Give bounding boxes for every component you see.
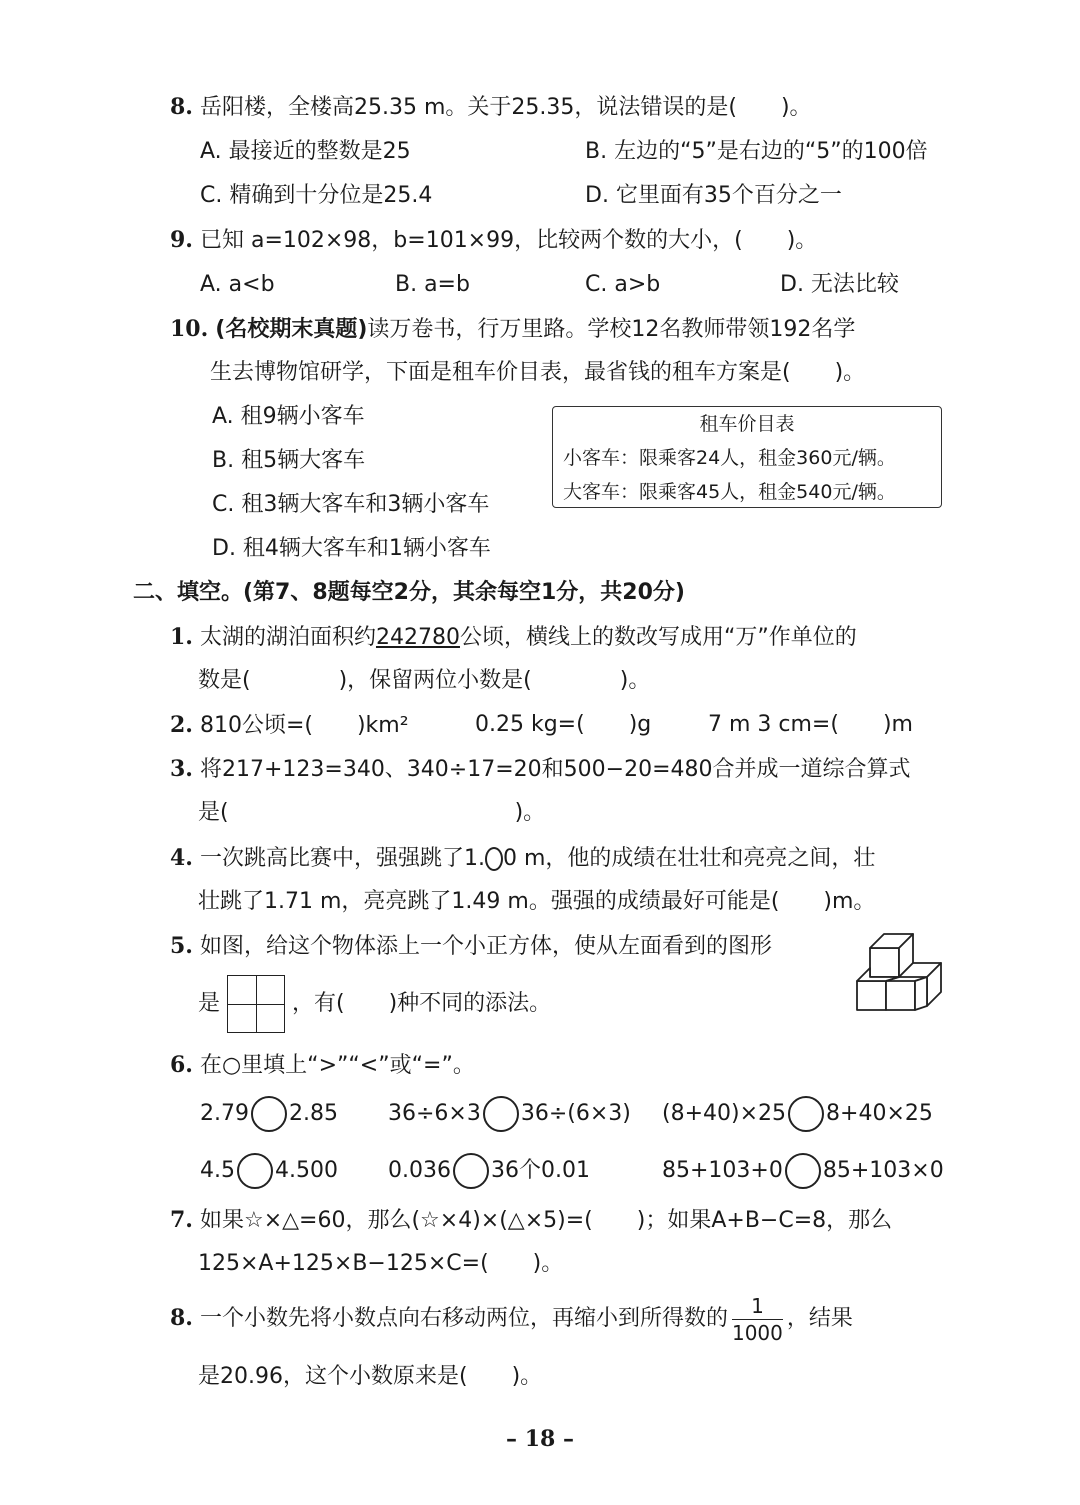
f6-line <box>170 1050 475 1081</box>
f4-line1 <box>170 843 875 874</box>
f6-r2-1-left: 4.5 <box>200 1158 235 1183</box>
q8-option-b: B. 左边的“5”是右边的“5”的100倍 <box>585 139 928 164</box>
f5-pre2: 是 <box>198 991 221 1016</box>
f3-line2: 是( )。 <box>198 800 546 825</box>
f6-number: 6. <box>170 1052 193 1078</box>
f6-r1-2-left: 36÷6×3 <box>388 1101 481 1126</box>
f6-item-r1-2 <box>388 1094 631 1134</box>
q10-option-a: A. 租9辆小客车 <box>212 404 365 429</box>
compare-circle[interactable] <box>788 1096 824 1132</box>
f1-pre: 太湖的湖泊面积约 <box>199 625 376 650</box>
q8-stem-line <box>170 92 812 123</box>
f6-r1-2-right: 36÷(6×3) <box>520 1101 631 1126</box>
f5-post2: ，有( )种不同的添法。 <box>292 991 552 1016</box>
f8-line2: 是20.96，这个小数原来是( )。 <box>198 1364 543 1389</box>
q9-option-a: A. a<b <box>200 272 275 297</box>
f8-post: ，结果 <box>786 1306 853 1331</box>
f2-c: 7 m 3 cm=( )m <box>708 712 913 737</box>
q9-option-b: B. a=b <box>395 272 470 297</box>
f4-post: 0 m，他的成绩在壮壮和亮亮之间，壮 <box>502 846 876 871</box>
f3-line1 <box>170 754 911 785</box>
f1-line1 <box>170 622 857 653</box>
f2-number: 2. <box>170 712 193 738</box>
f1-line2: 数是( )，保留两位小数是( )。 <box>198 668 651 693</box>
f6-r1-3-right: 8+40×25 <box>826 1101 933 1126</box>
f6-item-r2-3 <box>662 1151 944 1191</box>
q10-number: 10. <box>170 316 209 342</box>
q10-stem1: 读万卷书，行万里路。学校12名教师带领192名学 <box>367 317 856 342</box>
f3-text1: 将217+123=340、340÷17=20和500−20=480合并成一道综合算式 <box>199 757 911 782</box>
page-number: – 18 – <box>506 1426 574 1452</box>
f6-item-r2-1 <box>200 1151 338 1191</box>
price-table <box>552 406 942 508</box>
q10-option-b: B. 租5辆大客车 <box>212 448 366 473</box>
section2-title: 二、填空。(第7、8题每空2分，其余每空1分，共20分) <box>133 580 685 605</box>
f5-number: 5. <box>170 933 193 959</box>
compare-circle[interactable] <box>251 1096 287 1132</box>
f7-line1 <box>170 1205 892 1236</box>
f6-item-r2-2 <box>388 1151 590 1191</box>
f7-text1: 如果☆×△=60，那么(☆×4)×(△×5)=( )；如果A+B−C=8，那么 <box>199 1208 893 1233</box>
fraction-numerator: 1 <box>732 1293 783 1320</box>
f2-b: 0.25 kg=( )g <box>475 712 652 737</box>
q8-option-a: A. 最接近的整数是25 <box>200 139 411 164</box>
f8-number: 8. <box>170 1305 193 1331</box>
f5-line1 <box>170 931 772 962</box>
f4-pre: 一次跳高比赛中，强强跳了1. <box>199 846 485 871</box>
q8-stem: 岳阳楼，全楼高25.35 m。关于25.35，说法错误的是( )。 <box>199 95 812 120</box>
price-table-row-large-bus: 大客车：限乘客45人，租金540元/辆。 <box>563 481 896 503</box>
f7-line2: 125×A+125×B−125×C=( )。 <box>198 1251 564 1276</box>
f6-r2-3-right: 85+103×0 <box>822 1158 944 1183</box>
f8-line1 <box>170 1290 853 1347</box>
f1-number: 1. <box>170 624 193 650</box>
f6-r2-2-right: 36个0.01 <box>490 1158 590 1183</box>
q8-option-d: D. 它里面有35个百分之一 <box>585 183 842 208</box>
compare-circle[interactable] <box>785 1153 821 1189</box>
f3-number: 3. <box>170 756 193 782</box>
f6-r1-1-left: 2.79 <box>200 1101 249 1126</box>
f1-underlined-number: 242780 <box>375 625 460 650</box>
hidden-digit-blot <box>485 847 503 871</box>
q8-option-c: C. 精确到十分位是25.4 <box>200 183 433 208</box>
f6-r1-3-left: (8+40)×25 <box>662 1101 787 1126</box>
f2-a: 810公顷=( )km² <box>199 713 409 738</box>
q9-stem: 已知 a=102×98，b=101×99，比较两个数的大小，( )。 <box>199 228 818 253</box>
price-table-row-small-bus: 小客车：限乘客24人，租金360元/辆。 <box>563 447 896 469</box>
cube-stack-figure <box>855 932 945 1014</box>
q9-option-c: C. a>b <box>585 272 661 297</box>
f6-r2-1-right: 4.500 <box>275 1158 338 1183</box>
fraction-denominator: 1000 <box>731 1320 783 1345</box>
price-table-title: 租车价目表 <box>699 413 795 435</box>
f6-r2-2-left: 0.036 <box>388 1158 451 1183</box>
f6-stem: 在○里填上“>”“<”或“=”。 <box>199 1053 475 1078</box>
compare-circle[interactable] <box>453 1153 489 1189</box>
f5-text1: 如图，给这个物体添上一个小正方体，使从左面看到的图形 <box>199 934 772 959</box>
f4-line2: 壮跳了1.71 m，亮亮跳了1.49 m。强强的成绩最好可能是( )m。 <box>198 889 876 914</box>
q9-stem-line <box>170 225 817 256</box>
f6-r1-1-right: 2.85 <box>288 1101 338 1126</box>
left-view-grid-figure <box>227 975 285 1033</box>
fraction <box>732 1293 783 1346</box>
f6-item-r1-1 <box>200 1094 338 1134</box>
f1-post: 公顷，横线上的数改写成用“万”作单位的 <box>459 625 857 650</box>
q10-tag: (名校期末真题) <box>215 317 368 342</box>
f4-number: 4. <box>170 845 193 871</box>
q9-number: 9. <box>170 227 193 253</box>
f5-line2 <box>198 974 551 1034</box>
q10-option-d: D. 租4辆大客车和1辆小客车 <box>212 536 491 561</box>
f6-item-r1-3 <box>662 1094 933 1134</box>
compare-circle[interactable] <box>237 1153 273 1189</box>
q10-stem-line2: 生去博物馆研学，下面是租车价目表，最省钱的租车方案是( )。 <box>210 360 866 385</box>
q10-option-c: C. 租3辆大客车和3辆小客车 <box>212 492 490 517</box>
f6-r2-3-left: 85+103+0 <box>662 1158 783 1183</box>
q10-stem-line1 <box>170 314 855 345</box>
f7-number: 7. <box>170 1207 193 1233</box>
f2-line <box>170 710 409 741</box>
q8-number: 8. <box>170 94 193 120</box>
q9-option-d: D. 无法比较 <box>780 272 899 297</box>
compare-circle[interactable] <box>483 1096 519 1132</box>
f8-pre: 一个小数先将小数点向右移动两位，再缩小到所得数的 <box>199 1306 728 1331</box>
